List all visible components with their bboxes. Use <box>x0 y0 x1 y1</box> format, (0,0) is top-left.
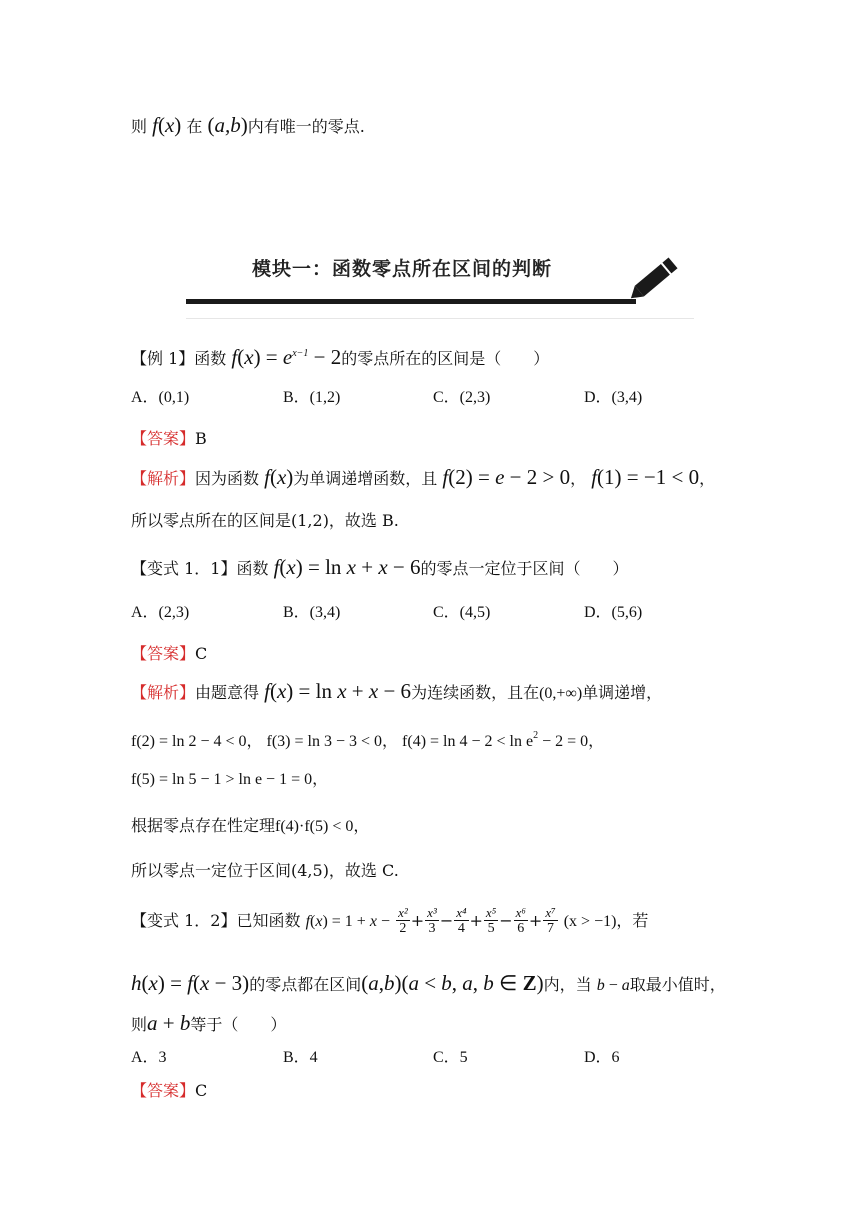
function-expression: f(x) <box>152 113 182 137</box>
variant12-option-b[interactable]: B．4 <box>283 1049 318 1066</box>
variant12-stem: 【变式 1．2】已知函数 f(x) = 1 + x − $\frac{\text{x²}}{2}$ + $\frac{\text{x³}}{3}$ − $\frac{\text{x⁴}}{4}$ + $\frac{\text{x⁵}}{5}$ − $\frac{\text{x⁶}}{6}$ + $\frac{\text{x⁷}}{7}$ (x > −1)，若 <box>131 905 649 936</box>
variant11-option-d[interactable]: D．(5,6) <box>584 604 643 621</box>
variant11-answer: 【答案】C <box>131 644 208 663</box>
example1-option-b[interactable]: B．(1,2) <box>283 389 341 406</box>
variant12-option-c[interactable]: C．5 <box>433 1049 468 1066</box>
example1-analysis-line1: 【解析】因为函数 f(x)为单调递增函数，且 f(2) = e − 2 > 0， f(1) = −1 < 0， <box>131 465 716 489</box>
variant11-analysis-line5: 所以零点一定位于区间(4,5)，故选 C. <box>131 861 399 880</box>
banner-title: 模块一：函数零点所在区间的判断 <box>252 258 553 280</box>
intro-line: 则 f(x) 在 (a,b)内有唯一的零点. <box>131 113 365 137</box>
banner-underline <box>186 299 636 304</box>
variant11-analysis-line3: f(5) = ln 5 − 1 > ln e − 1 = 0， <box>131 771 329 788</box>
variant12-option-d[interactable]: D．6 <box>584 1049 620 1066</box>
example1-option-c[interactable]: C．(2,3) <box>433 389 491 406</box>
banner-rule <box>186 318 694 319</box>
example1-option-a[interactable]: A．(0,1) <box>131 389 190 406</box>
variant11-analysis-line4: 根据零点存在性定理f(4)·f(5) < 0， <box>131 816 370 835</box>
variant11-analysis-line2: f(2) = ln 2 − 4 < 0， f(3) = ln 3 − 3 < 0， $f(4) = \ln 4 - 2 < \ln e^2 - 2 = 0$， <box>131 730 605 750</box>
variant11-option-c[interactable]: C．(4,5) <box>433 604 491 621</box>
variant11-analysis-line1: 【解析】由题意得 f(x) = ln x + x − 6为连续函数，且在(0,+∞)单调递增， <box>131 679 663 703</box>
example1-option-d[interactable]: D．(3,4) <box>584 389 643 406</box>
variant11-stem: 【变式 1．1】函数 f(x) = ln x + x − 6的零点一定位于区间（ ） <box>131 555 629 579</box>
variant12-line3: 则a + b等于（ ） <box>131 1011 287 1035</box>
variant12-option-a[interactable]: A．3 <box>131 1049 167 1066</box>
interval-expression: (a,b) <box>207 113 248 137</box>
pencil-icon <box>622 252 684 310</box>
example1-answer: 【答案】B <box>131 429 207 448</box>
variant11-option-b[interactable]: B．(3,4) <box>283 604 341 621</box>
variant11-option-a[interactable]: A．(2,3) <box>131 604 190 621</box>
variant12-answer: 【答案】C <box>131 1081 208 1100</box>
example1-analysis-line2: 所以零点所在的区间是(1,2)，故选 B. <box>131 511 399 530</box>
example1-stem: 【例 1】函数 $f(x) = e^{x-1} - 2$的零点所在的区间是（ ） <box>131 345 550 369</box>
variant12-line2: h(x) = f(x − 3)的零点都在区间(a,b)(a < b, a, b ∈ Z)内，当 b − a取最小值时， <box>131 971 726 995</box>
module-banner <box>186 248 694 320</box>
